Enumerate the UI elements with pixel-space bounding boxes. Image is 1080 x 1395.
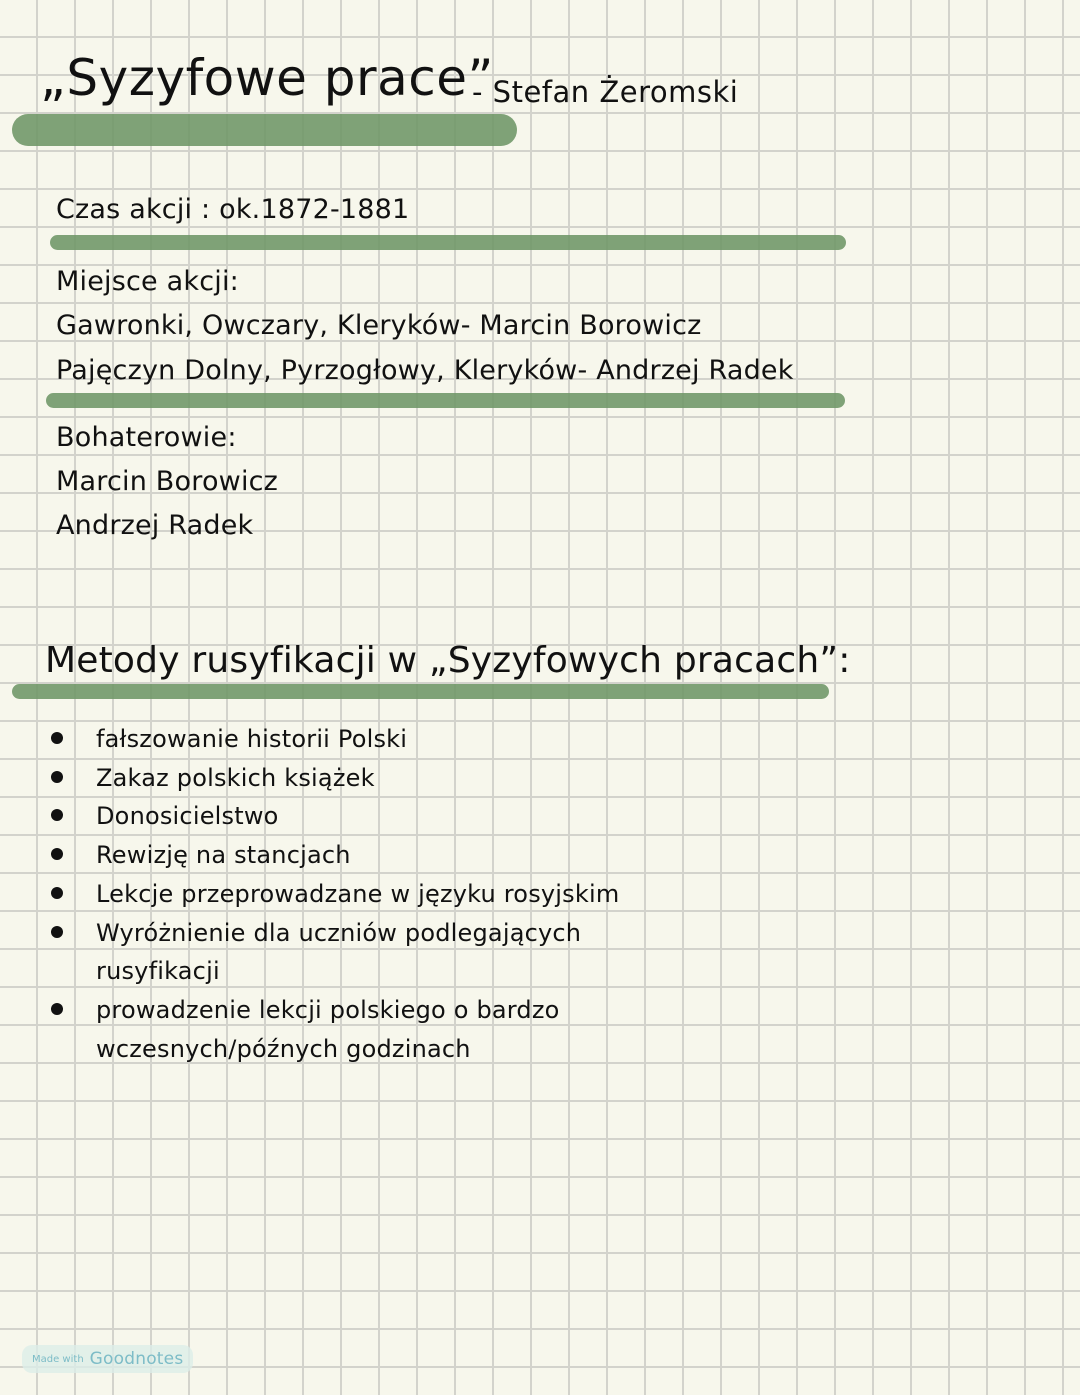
methods-list xyxy=(46,720,619,1068)
list-item-text-continued: wczesnych/późnych godzinach xyxy=(96,1034,471,1063)
bullet-icon xyxy=(51,771,63,783)
list-item xyxy=(46,875,619,914)
goodnotes-watermark xyxy=(22,1345,193,1373)
heroes-label: Bohaterowie: xyxy=(56,422,237,453)
list-item-text: Lekcje przeprowadzane w języku rosyjskim xyxy=(96,879,620,908)
title-highlight-bar xyxy=(12,114,517,146)
list-item xyxy=(46,720,619,759)
time-highlight-bar xyxy=(50,235,846,250)
watermark-prefix: Made with xyxy=(32,1353,84,1365)
list-item xyxy=(46,797,619,836)
place-line: Pajęczyn Dolny, Pyrzogłowy, Kleryków- Andrzej Radek xyxy=(56,355,794,386)
place-label: Miejsce akcji: xyxy=(56,266,239,297)
list-item-text-continued: rusyfikacji xyxy=(96,957,220,986)
list-item-text: prowadzenie lekcji polskiego o bardzo xyxy=(96,995,560,1024)
bullet-icon xyxy=(51,848,63,860)
place-line: Gawronki, Owczary, Kleryków- Marcin Borowicz xyxy=(56,310,702,341)
author-name: - Stefan Żeromski xyxy=(472,75,739,109)
list-item-text: Rewizję na stancjach xyxy=(96,841,351,870)
page-title: „Syzyfowe prace” xyxy=(40,49,494,107)
list-item-text: fałszowanie historii Polski xyxy=(96,725,408,753)
list-item-text: Zakaz polskich książek xyxy=(96,763,375,792)
time-of-action: Czas akcji : ok.1872-1881 xyxy=(56,194,410,225)
hero-name: Andrzej Radek xyxy=(56,510,254,541)
list-item-text: Wyróżnienie dla uczniów podlegających xyxy=(96,918,582,947)
bullet-icon xyxy=(51,809,63,821)
bullet-icon xyxy=(51,732,63,744)
list-item xyxy=(46,914,619,991)
section-title-methods: Metody rusyfikacji w „Syzyfowych pracach”: xyxy=(45,640,851,681)
list-item xyxy=(46,991,619,1068)
bullet-icon xyxy=(51,887,63,899)
bullet-icon xyxy=(51,926,63,938)
list-item xyxy=(46,759,619,798)
list-item xyxy=(46,836,619,875)
methods-highlight-bar xyxy=(12,684,829,699)
goodnotes-logo: Goodnotes xyxy=(89,1349,184,1369)
place-highlight-bar xyxy=(46,393,845,408)
bullet-icon xyxy=(51,1003,63,1015)
hero-name: Marcin Borowicz xyxy=(56,466,279,497)
list-item-text: Donosicielstwo xyxy=(96,802,279,831)
